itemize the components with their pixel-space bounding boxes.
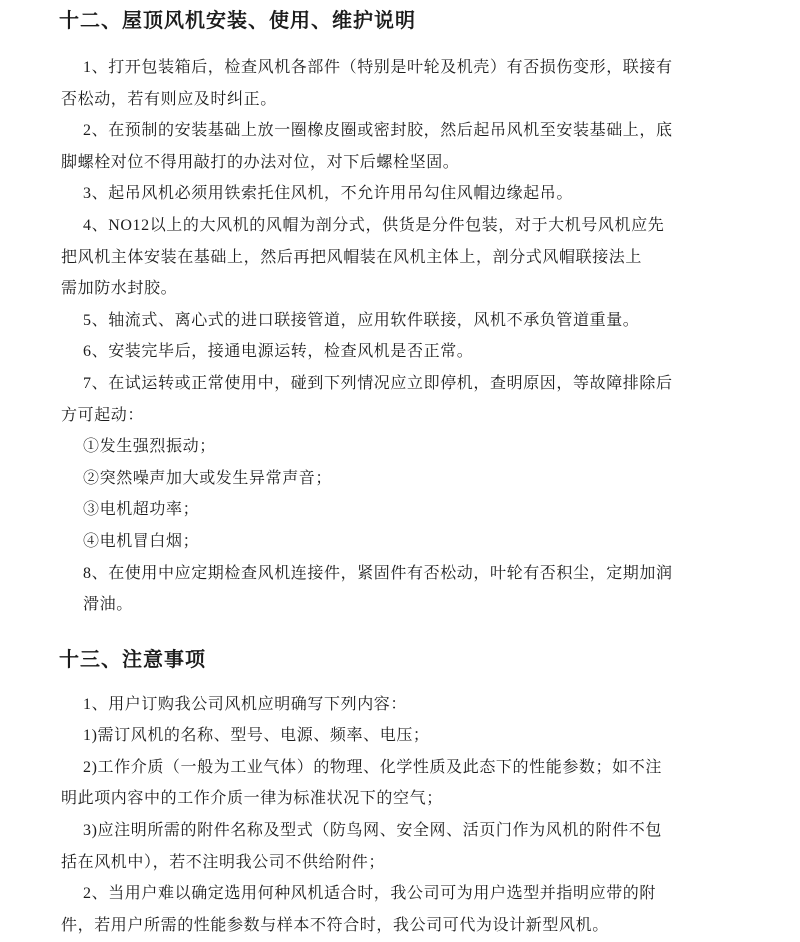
text-line: 括在风机中），若不注明我公司不供给附件； (61, 853, 386, 871)
text-line: 脚螺栓对位不得用敲打的办法对位，对下后螺栓坚固。 (61, 153, 460, 171)
text-line: 1、用户订购我公司风机应明确写下列内容： (83, 695, 408, 713)
list-item-circled-1: ①发生强烈振动； (83, 438, 216, 456)
text-line: 7、在试运转或正常使用中，碰到下列情况应立即停机，查明原因，等故障排除后 (83, 374, 673, 392)
text-line: 把风机主体安装在基础上，然后再把风帽装在风机主体上，剖分式风帽联接法上 (61, 248, 643, 266)
text-line: 2)工作介质（一般为工业气体）的物理、化学性质及此态下的性能参数；如不注 (83, 758, 662, 776)
text-line: 需加防水封胶。 (61, 280, 178, 298)
text-line: 否松动，若有则应及时纠正。 (61, 90, 277, 108)
text-line: 5、轴流式、离心式的进口联接管道，应用软件联接，风机不承负管道重量。 (83, 311, 640, 329)
section-12-heading: 十二、屋顶风机安装、使用、维护说明 (59, 10, 416, 32)
text-line: 2、当用户难以确定选用何种风机适合时，我公司可为用户选型并指明应带的附 (83, 885, 657, 903)
list-item-circled-3: ③电机超功率； (83, 501, 200, 519)
text-line: 方可起动： (61, 406, 145, 424)
text-line: 1)需订风机的名称、型号、电源、频率、电压； (83, 727, 430, 745)
text-line: 4、NO12以上的大风机的风帽为剖分式，供货是分件包装，对于大机号风机应先 (83, 216, 665, 234)
text-line: 6、安装完毕后，接通电源运转，检查风机是否正常。 (83, 343, 474, 361)
section-13-heading: 十三、注意事项 (59, 648, 206, 671)
text-line: 2、在预制的安装基础上放一圈橡皮圈或密封胶，然后起吊风机至安装基础上，底 (83, 122, 673, 140)
text-line: 滑油。 (83, 596, 133, 614)
text-line: 8、在使用中应定期检查风机连接件，紧固件有否松动，叶轮有否积尘，定期加润 (83, 564, 673, 582)
text-line: 1、打开包装箱后，检查风机各部件（特别是叶轮及机壳）有否损伤变形，联接有 (83, 59, 673, 76)
list-item-circled-2: ②突然噪声加大或发生异常声音； (83, 469, 333, 487)
text-line: 3)应注明所需的附件名称及型式（防鸟网、安全网、活页门作为风机的附件不包 (83, 822, 662, 840)
list-item-circled-4: ④电机冒白烟； (83, 532, 200, 550)
text-line: 件，若用户所需的性能参数与样本不符合时，我公司可代为设计新型风机。 (61, 916, 609, 934)
text-line: 明此项内容中的工作介质一律为标准状况下的空气； (61, 790, 443, 808)
text-line: 3、起吊风机必须用铁索托住风机，不允许用吊勾住风帽边缘起吊。 (83, 185, 574, 203)
